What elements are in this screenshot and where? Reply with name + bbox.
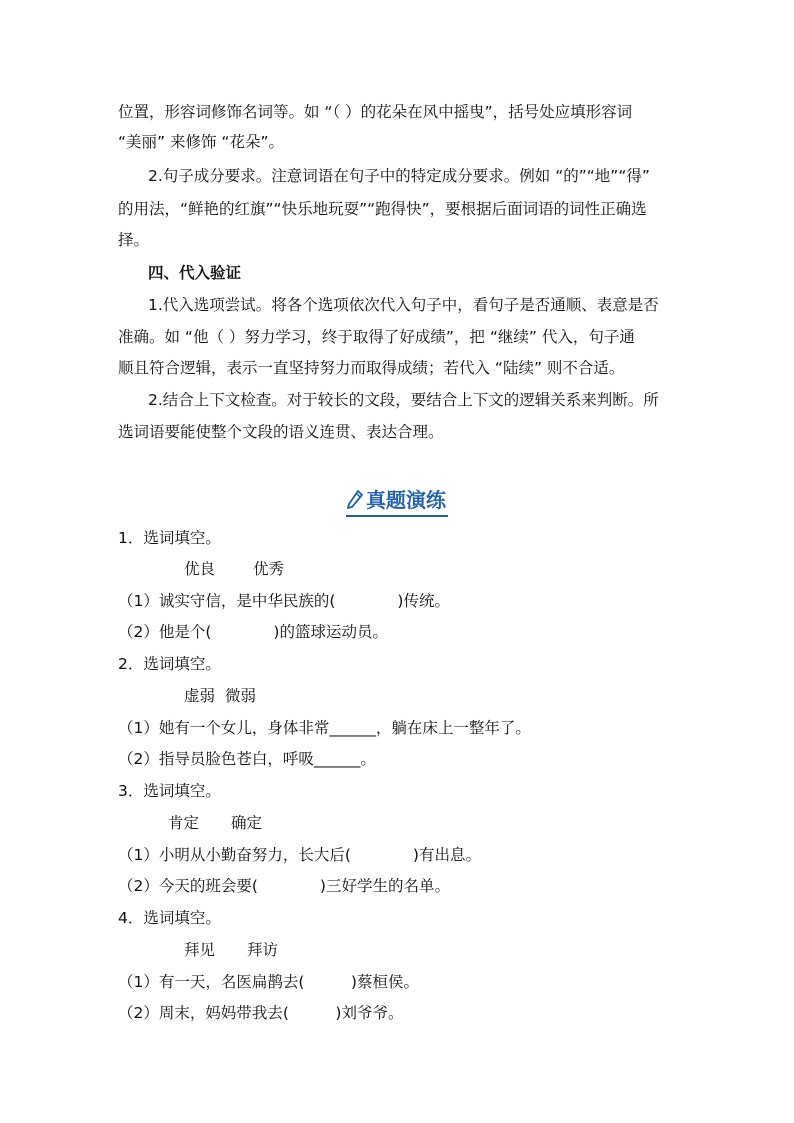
section-heading: 四、代入验证 [148,264,242,282]
option-word: 肯定 [168,814,200,832]
paragraph-line: 位置，形容词修饰名词等。如 “（ ）的花朵在风中摇曳”，括号处应填形容词 [118,103,633,121]
practice-section-title [0,484,794,517]
question-title: 1．选词填空。 [118,529,221,547]
question-title: 3．选词填空。 [118,782,221,800]
paragraph-line: 1.代入选项尝试。将各个选项依次代入句子中，看句子是否通顺、表意是否 [148,296,659,314]
option-word: 拜见 [184,941,216,959]
question-item: （2）周末，妈妈带我去( )刘爷爷。 [118,1004,404,1022]
paragraph-line: 选词语要能使整个文段的语义连贯、表达合理。 [118,423,444,441]
option-word: 虚弱 [184,687,216,705]
question-item: （1）诚实守信，是中华民族的( )传统。 [118,592,450,610]
option-word: 拜访 [247,941,279,959]
question-title: 4．选词填空。 [118,909,221,927]
paragraph-line: 2.句子成分要求。注意词语在句子中的特定成分要求。例如 “的”“地”“得” [148,167,650,185]
option-word: 微弱 [225,687,257,705]
question-title: 2．选词填空。 [118,655,221,673]
paragraph-line: 择。 [118,231,150,249]
section-title-text: 真题演练 [366,488,446,512]
option-word: 优秀 [253,560,285,578]
paragraph-line: 准确。如 “他（ ）努力学习，终于取得了好成绩”，把 “继续” 代入，句子通 [118,328,635,346]
question-item: （2）指导员脸色苍白，呼吸______。 [118,750,376,768]
paragraph-line: 顺且符合逻辑，表示一直坚持努力而取得成绩；若代入 “陆续” 则不合适。 [118,359,625,377]
question-item: （1）小明从小勤奋努力，长大后( )有出息。 [118,846,481,864]
word-options [168,812,262,834]
paragraph-line: 的用法，“鲜艳的红旗”“快乐地玩耍”“跑得快”，要根据后面词语的词性正确选 [118,200,647,218]
option-word: 确定 [231,814,263,832]
question-item: （1）她有一个女儿，身体非常______，躺在床上一整年了。 [118,719,531,737]
word-options [184,558,284,580]
paragraph-line: “美丽” 来修饰 “花朵”。 [118,133,284,151]
question-item: （2）今天的班会要( )三好学生的名单。 [118,877,450,895]
paragraph-line: 2.结合上下文检查。对于较长的文段，要结合上下文的逻辑关系来判断。所 [148,391,659,409]
question-item: （2）他是个( )的篮球运动员。 [118,623,388,641]
question-item: （1）有一天，名医扁鹊去( )蔡桓侯。 [118,973,419,991]
word-options [184,939,278,961]
option-word: 优良 [184,560,216,578]
word-options [184,685,256,707]
pencil-icon [346,490,364,510]
